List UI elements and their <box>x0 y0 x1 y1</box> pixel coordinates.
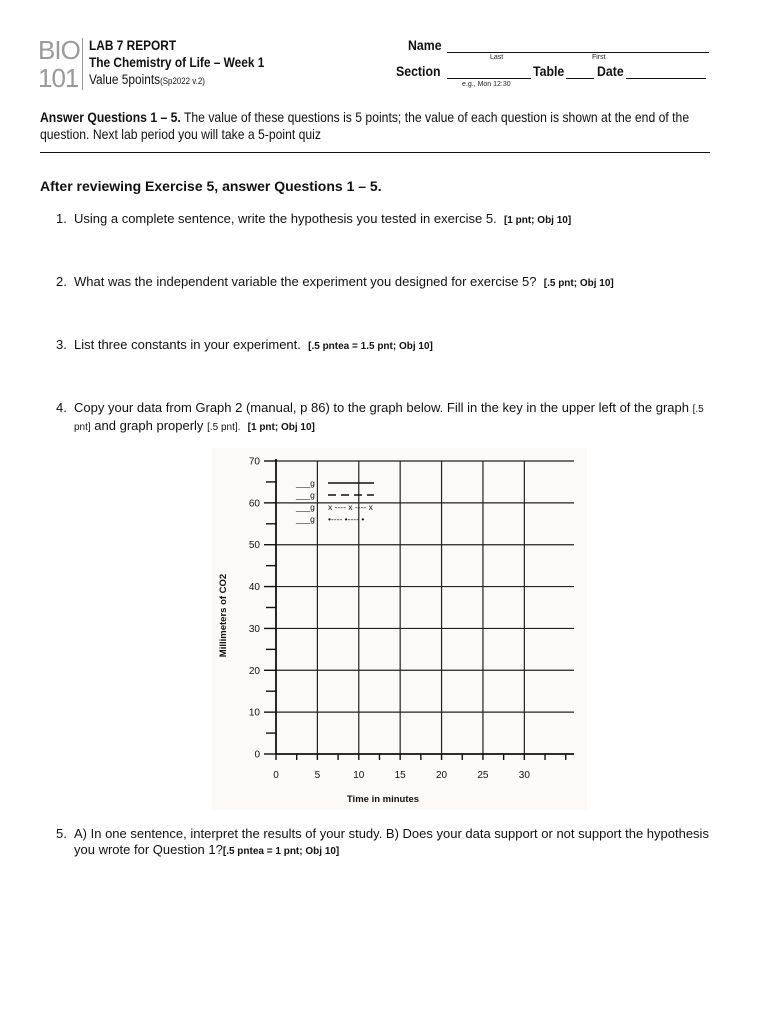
instructions-text: The value of these questions is 5 points; the value of each question is shown at the end of the question. Next lab period you will take a 5-point quiz <box>40 109 690 142</box>
section-field-line[interactable] <box>447 78 531 79</box>
legend-line-marker: x ---- x ---- x <box>328 502 373 512</box>
question-number: 5. <box>56 826 67 841</box>
question-points: [1 pnt; Obj 10] <box>503 215 572 226</box>
instructions-bold: Answer Questions 1 – 5. <box>40 109 181 125</box>
y-axis-label: Millimeters of CO2 <box>218 573 229 658</box>
question-text: A) In one sentence, interpret the results of your study. B) Does your data support or not support the hypothesis you wrote for Question 1? <box>74 826 709 857</box>
header-titles <box>89 38 288 90</box>
question-points: [.5 pntea = 1.5 pnt; Obj 10] <box>308 341 433 352</box>
report-title: LAB 7 REPORT <box>89 38 177 53</box>
version-text: (Sp2022 v.2) <box>160 76 205 86</box>
y-tick-label: 30 <box>248 623 260 635</box>
question-text: Using a complete sentence, write the hypothesis you tested in exercise 5. <box>74 211 497 226</box>
question-number: 3. <box>56 337 67 352</box>
x-tick-label: 30 <box>518 770 530 781</box>
question-note: [.5 pnt]. <box>207 422 241 433</box>
question-5 <box>56 826 709 860</box>
y-tick-label: 70 <box>248 456 260 468</box>
legend-label: ___g <box>296 514 315 524</box>
legend-label: ___g <box>296 478 315 488</box>
chart-svg <box>212 448 587 810</box>
question-points: [1 pnt; Obj 10] <box>247 422 315 433</box>
instructions <box>40 109 708 143</box>
legend-label: ___g <box>296 490 315 500</box>
name-label: Name <box>408 37 442 53</box>
question-points: [.5 pntea = 1 pnt; Obj 10] <box>222 846 340 857</box>
name-field-line[interactable] <box>447 52 709 53</box>
header-divider <box>82 38 83 90</box>
question-4 <box>56 400 706 434</box>
question-2 <box>56 274 706 292</box>
section-heading: After reviewing Exercise 5, answer Questions 1 – 5. <box>40 178 382 194</box>
question-text-cont: and graph properly <box>90 418 204 433</box>
y-tick-label: 40 <box>248 582 260 594</box>
x-tick-label: 25 <box>477 770 489 781</box>
name-hint-first: First <box>592 54 606 61</box>
y-tick-label: 0 <box>254 749 260 761</box>
report-subtitle: The Chemistry of Life – Week 1 <box>89 55 265 70</box>
value-text: Value 5points <box>89 72 161 87</box>
question-text: List three constants in your experiment. <box>74 337 301 352</box>
course-code-bottom: 101 <box>38 63 79 93</box>
x-tick-label: 15 <box>394 770 406 781</box>
question-text: What was the independent variable the experiment you designed for exercise 5? <box>74 274 537 289</box>
question-points: [.5 pnt; Obj 10] <box>543 278 614 289</box>
y-tick-label: 10 <box>248 707 260 719</box>
x-axis-label: Time in minutes <box>346 794 420 805</box>
course-code-top: BIO <box>38 35 80 65</box>
question-1 <box>56 211 706 229</box>
date-field-line[interactable] <box>626 78 706 79</box>
question-note: [.5 pnt] <box>74 404 704 433</box>
horizontal-rule <box>40 152 710 153</box>
name-hint-last: Last <box>490 54 504 61</box>
question-number: 4. <box>56 400 67 415</box>
y-tick-label: 20 <box>248 665 260 677</box>
legend-line-marker: •---- •---- • <box>328 514 365 524</box>
table-label: Table <box>533 63 565 79</box>
question-text: Copy your data from Graph 2 (manual, p 86) to the graph below. Fill in the key in the upper left of the graph <box>74 400 689 415</box>
x-tick-label: 0 <box>273 770 279 781</box>
x-tick-label: 10 <box>353 770 365 781</box>
x-tick-label: 20 <box>435 770 448 781</box>
question-number: 2. <box>56 274 67 289</box>
table-field-line[interactable] <box>566 78 594 79</box>
y-tick-label: 50 <box>248 540 260 552</box>
question-3 <box>56 337 706 355</box>
course-code <box>38 36 82 92</box>
date-label: Date <box>597 63 624 79</box>
y-tick-label: 60 <box>248 498 260 510</box>
section-label: Section <box>396 63 441 79</box>
legend-label: ___g <box>296 502 315 512</box>
x-tick-label: 5 <box>314 770 321 781</box>
question-number: 1. <box>56 211 67 226</box>
co2-graph <box>212 448 587 810</box>
section-hint: e.g., Mon 12:30 <box>462 81 511 88</box>
report-value <box>89 71 264 90</box>
